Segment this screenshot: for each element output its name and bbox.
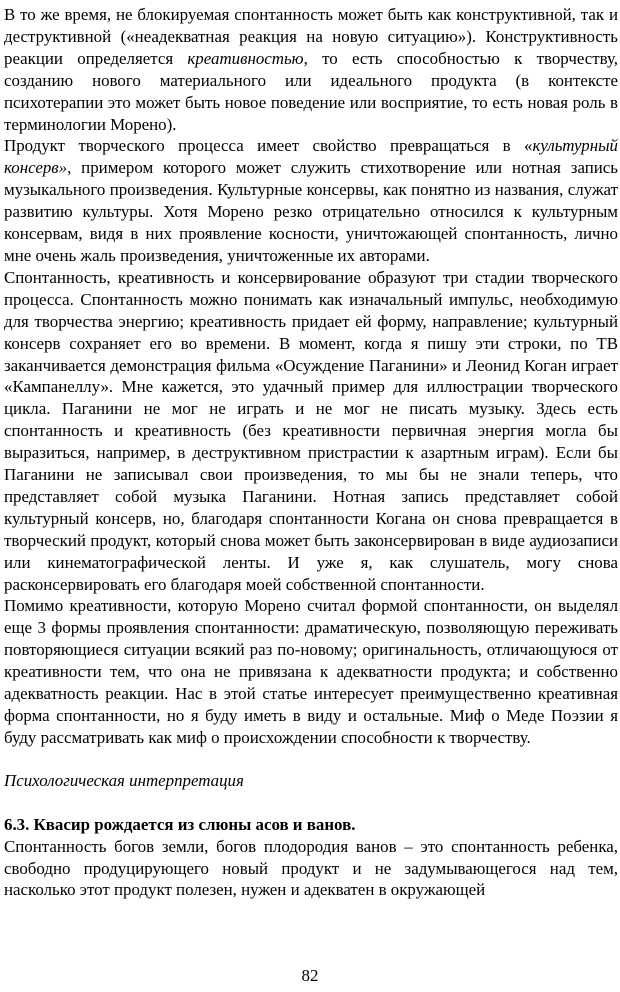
paragraph-paganini: Спонтанность, креативность и консервирование образуют три стадии творческого процесса. Спонтанность можно понимать как изначальный импульс, необходимую для творчества энергию; креативность придает ей форму, направление; культурный консерв сохраняет его во времени. В момент, когда я пишу эти строки, по ТВ заканчивается демонстрация фильма «Осуждение Паганини» и Леонид Коган играет «Кампанеллу». Мне кажется, это удачный пример для иллюстрации творческого цикла. Паганини не мог не играть и не мог не писать музыку. Здесь есть спонтанность и креативность (без креативности первичная энергия могла бы выразиться, например, в деструктивном пристрастии к азартным играм). Если бы Паганини не записывал свои произведения, то мы бы не знали теперь, что представляет собой музыка Паганини. Нотная запись представляет собой культурный консерв, но, благодаря спонтанности Когана он снова превращается в творческий продукт, который снова может быть законсервирован в виде аудиозаписи или кинематографической ленты. И уже я, как слушатель, могу снова расконсервировать его благодаря моей собственной спонтанности. [4, 267, 618, 594]
paragraph-spontaneity-constructive: В то же время, не блокируемая спонтанность может быть как конструктивной, так и деструктивной («неадекватная реакция на новую ситуацию»). Конструктивность реакции определяется креативностью, то есть способностью к творчеству, созданию нового материального или идеального продукта (в контексте психотерапии это может быть новое поведение или восприятие, то есть новая роль в терминологии Морено). [4, 5, 618, 134]
emphasis-creativity: креативностью [187, 48, 304, 68]
page-number: 82 [301, 966, 319, 985]
section-title: 6.3. Квасир рождается из слюны асов и ванов. [4, 814, 356, 834]
document-page [4, 4, 618, 901]
subheading-psychological-interpretation: Психологическая интерпретация [4, 770, 244, 790]
paragraph-cultural-conserve: Продукт творческого процесса имеет свойство превращаться в «культурный консерв», примером которого может служить стихотворение или нотная запись музыкального произведения. Культурные консервы, как понятно из названия, служат развитию культуры. Хотя Морено резко отрицательно относился к культурным консервам, видя в них проявление косности, уничтожающей спонтанность, лично мне очень жаль произведения, уничтоженные их авторами. [4, 136, 618, 265]
emphasis-cultural-conserve: культурный консерв» [4, 136, 618, 178]
paragraph-gods-spontaneity: Спонтанность богов земли, богов плодородия ванов – это спонтанность ребенка, свободно продуцирующего новый продукт и не задумывающегося над тем, насколько этот продукт полезен, нужен и адекватен в окружающей [4, 836, 618, 900]
paragraph-forms-of-spontaneity: Помимо креативности, которую Морено считал формой спонтанности, он выделял еще 3 формы проявления спонтанности: драматическую, позволяющую переживать повторяющиеся ситуации всякий раз по-новому; оригинальность, отличающуюся от креативности тем, что она не привязана к адекватности продукта; и собственно адекватность реакции. Нас в этой статье интересует преимущественно креативная форма спонтанности, но я буду иметь в виду и остальные. Миф о Меде Поэзии я буду рассматривать как миф о происхождении способности к творчеству. [4, 596, 618, 747]
